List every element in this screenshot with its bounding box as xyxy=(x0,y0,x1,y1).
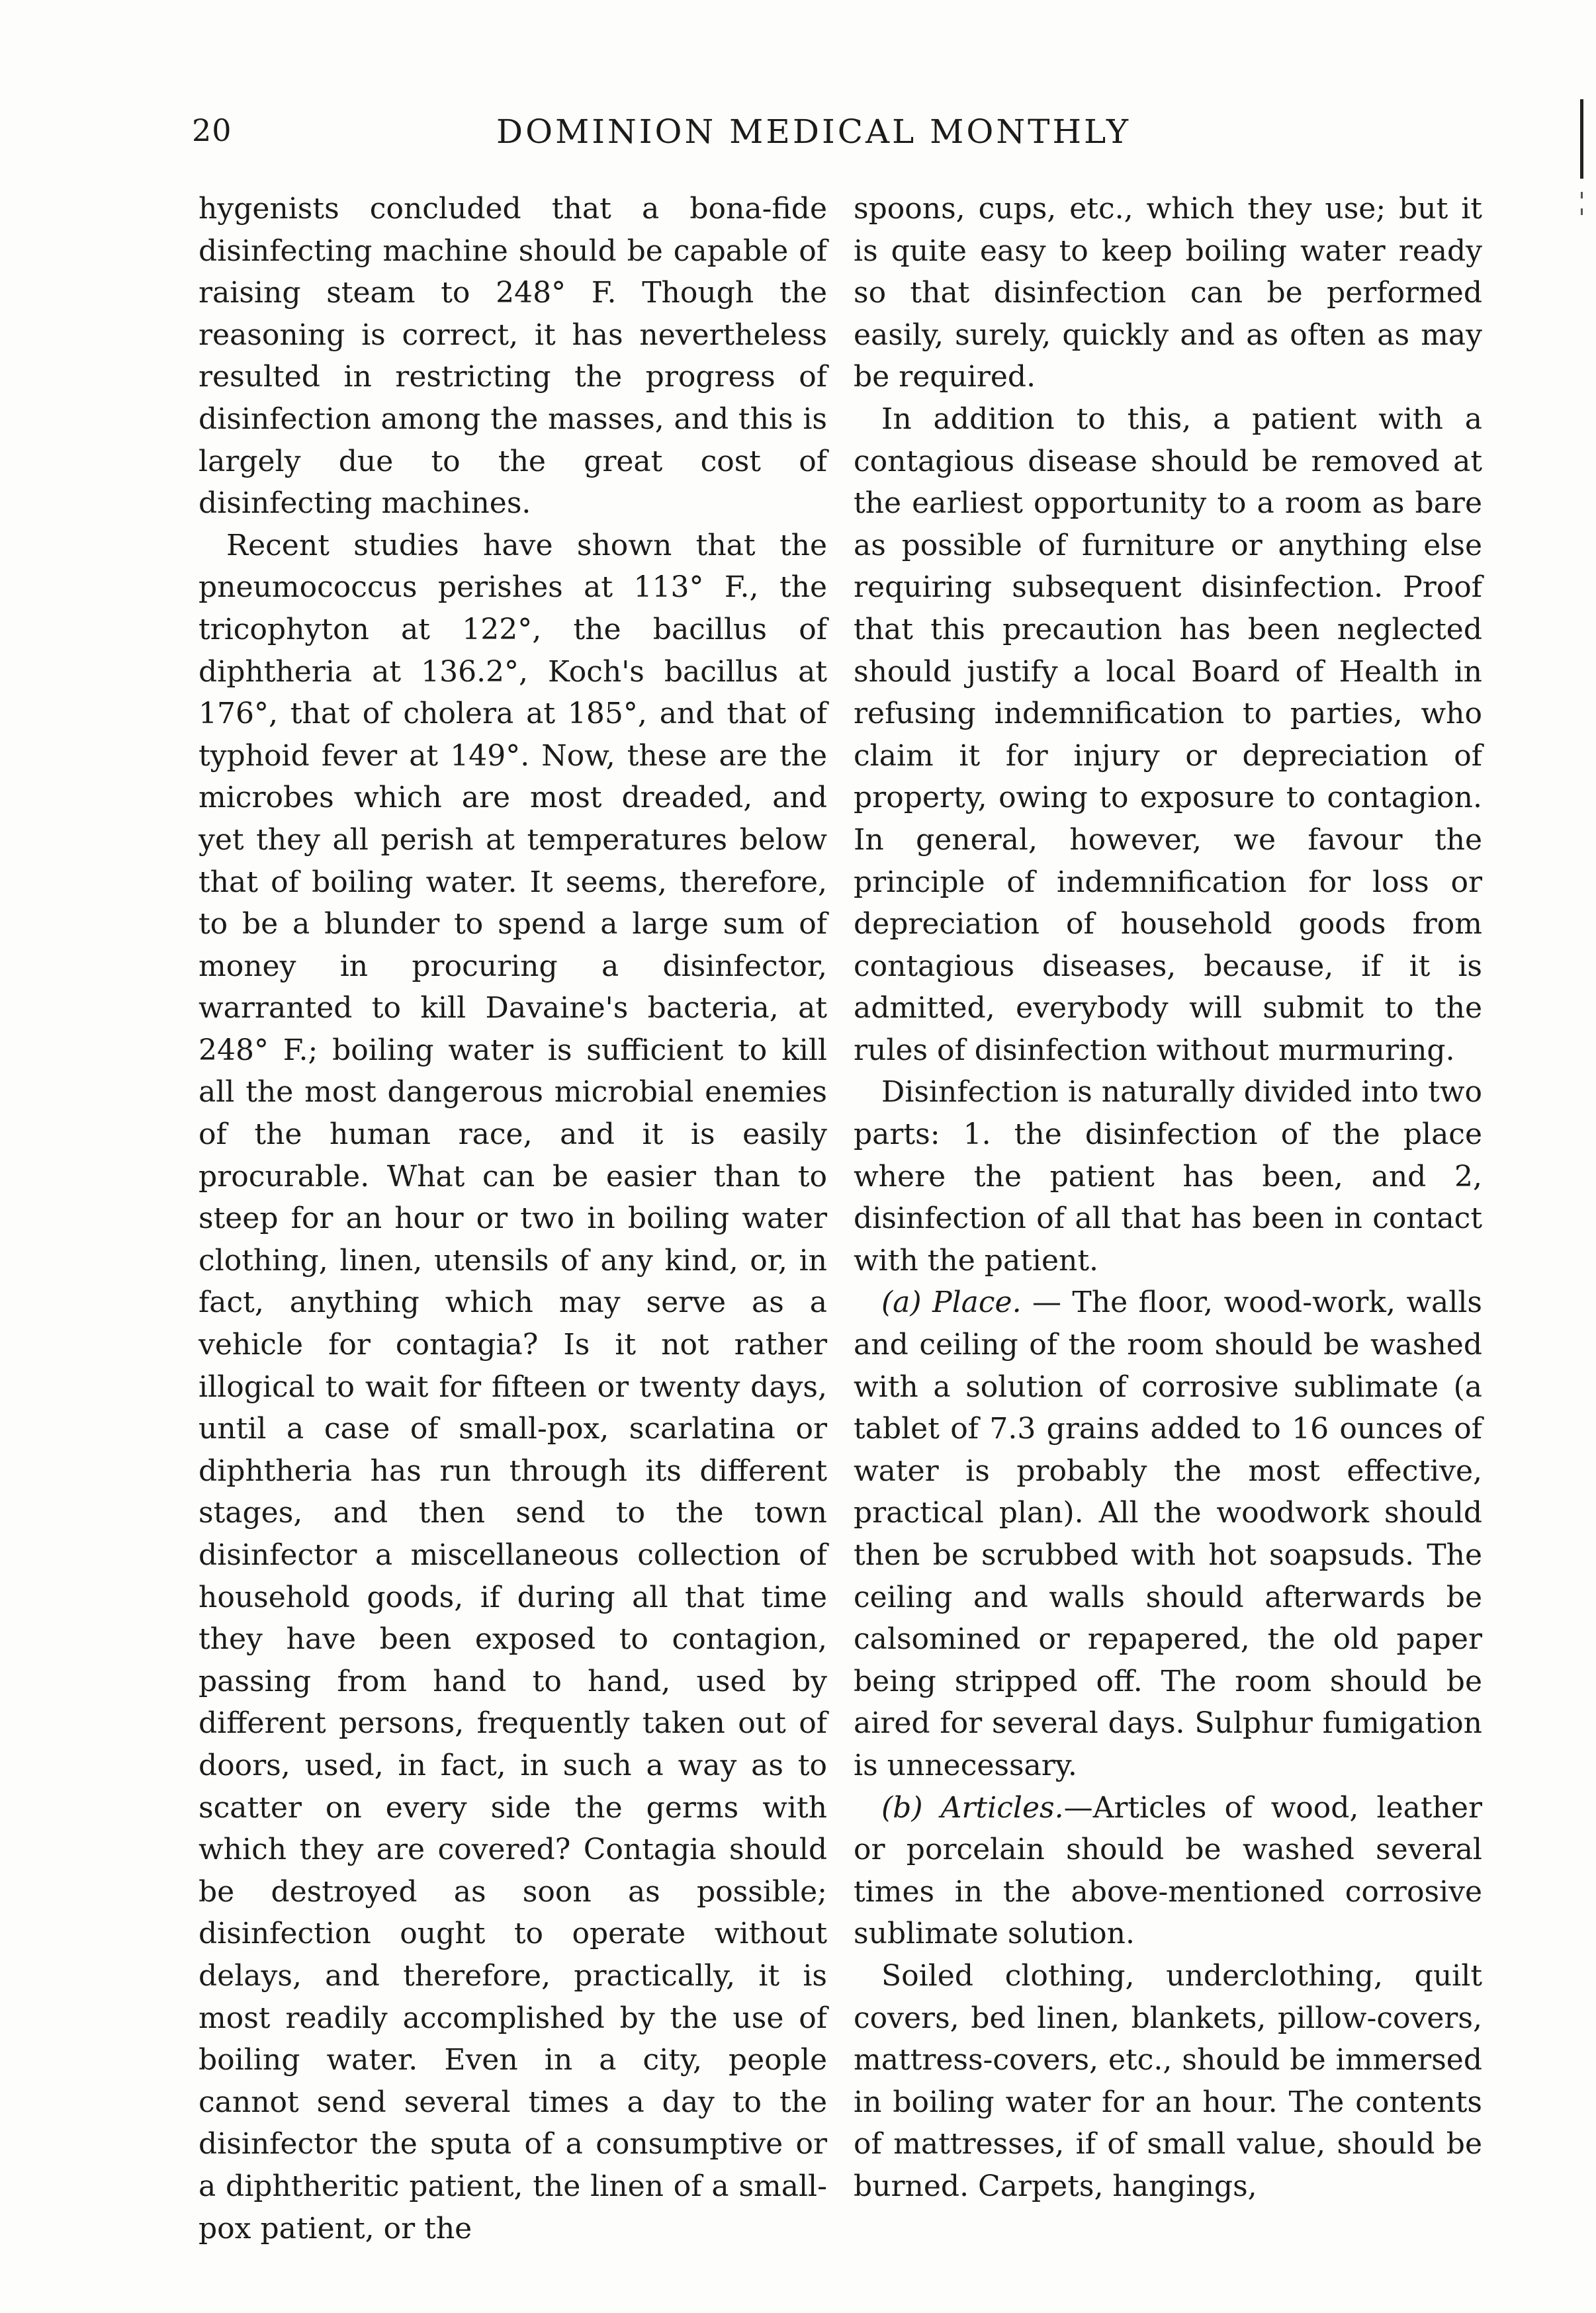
paragraph: hygenists concluded that a bona-fide disinfecting machine should be capable of raising steam to 248° F. Though the reasoning is correct, it has nevertheless resulted in restricting the progress of disinfection among the masses, and this is largely due to the great cost of disinfecting machines. xyxy=(199,192,827,521)
paragraph: spoons, cups, etc., which they use; but it is quite easy to keep boiling water ready so that disinfection can be performed easily, surely, quickly and as often as may be required. xyxy=(854,192,1482,394)
paragraph-text: —Articles of wood, leather or porcelain should be washed several times in the above-mentioned corrosive sublimate solution. xyxy=(854,1790,1482,1951)
section-label-place: (a) Place. xyxy=(881,1286,1022,1320)
paragraph: Recent studies have shown that the pneumococcus perishes at 113° F., the tricophyton at 122°, the bacillus of diphtheria at 136.2°, Koch's bacillus at 176°, that of cholera at 185°, and that of typhoid fever at 149°. Now, these are the microbes which are most dreaded, and yet they all perish at temperatures below that of boiling water. It seems, therefore, to be a blunder to spend a large sum of money in procuring a disinfector, warranted to kill Davaine's bacteria, at 248° F.; boiling water is sufficient to kill all the most dangerous microbial enemies of the human race, and it is easily procurable. What can be easier than to steep for an hour or two in boiling water clothing, linen, utensils of any kind, or, in fact, anything which may serve as a vehicle for contagia? Is it not rather illogical to wait for fifteen or twenty days, until a case of small-pox, scarlatina or diphtheria has run through its different stages, and then send to the town disinfector a miscellaneous collection of household goods, if during all that time they have been exposed to contagion, passing from hand to hand, used by different persons, frequently taken out of doors, used, in fact, in such a way as to scatter on every side the germs with which they are covered? Contagia should be destroyed as soon as possible; disinfection ought to operate without delays, and therefore, practically, it is most readily accomplished by the use of boiling water. Even in a city, people cannot send several times a day to the disinfector the sputa of a consumptive or a diphtheritic patient, the linen of a small-pox patient, or the xyxy=(199,528,827,2246)
left-column xyxy=(199,188,827,2249)
paragraph: Disinfection is naturally divided into two parts: 1. the disinfection of the place where the patient has been, and 2, disinfection of all that has been in contact with the patient. xyxy=(854,1075,1482,1278)
margin-dot xyxy=(1581,208,1583,215)
running-title: DOMINION MEDICAL MONTHLY xyxy=(496,112,1131,151)
paragraph-text: — The floor, wood-work, walls and ceiling of the room should be washed with a solution of corrosive sublimate (a tablet of 7.3 grains added to 16 ounces of water is probably the most effective, practical plan). All the woodwork should then be scrubbed with hot soapsuds. The ceiling and walls should afterwards be calsomined or repapered, the old paper being stripped off. The room should be aired for several days. Sulphur fumigation is unnecessary. xyxy=(854,1286,1482,1782)
paragraph xyxy=(854,1787,1482,1955)
margin-mark xyxy=(1580,99,1583,179)
paragraph: Soiled clothing, underclothing, quilt covers, bed linen, blankets, pillow-covers, mattress-covers, etc., should be immersed in boiling water for an hour. The contents of mattresses, if of small value, should be burned. Carpets, hangings, xyxy=(854,1958,1482,2203)
margin-dot xyxy=(1581,192,1583,198)
paragraph: In addition to this, a patient with a contagious disease should be removed at the earliest opportunity to a room as bare as possible of furniture or anything else requiring subsequent disinfection. Proof that this precaution has been neglected should justify a local Board of Health in refusing indemnification to parties, who claim it for injury or depreciation of property, owing to exposure to contagion. In general, however, we favour the principle of indemnification for loss or depreciation of household goods from contagious diseases, because, if it is admitted, everybody will submit to the rules of disinfection without murmuring. xyxy=(854,402,1482,1067)
right-column xyxy=(854,188,1482,2208)
page-number: 20 xyxy=(192,112,232,148)
paragraph xyxy=(854,1282,1482,1786)
page-header xyxy=(192,112,1423,159)
section-label-articles: (b) Articles. xyxy=(881,1790,1064,1825)
